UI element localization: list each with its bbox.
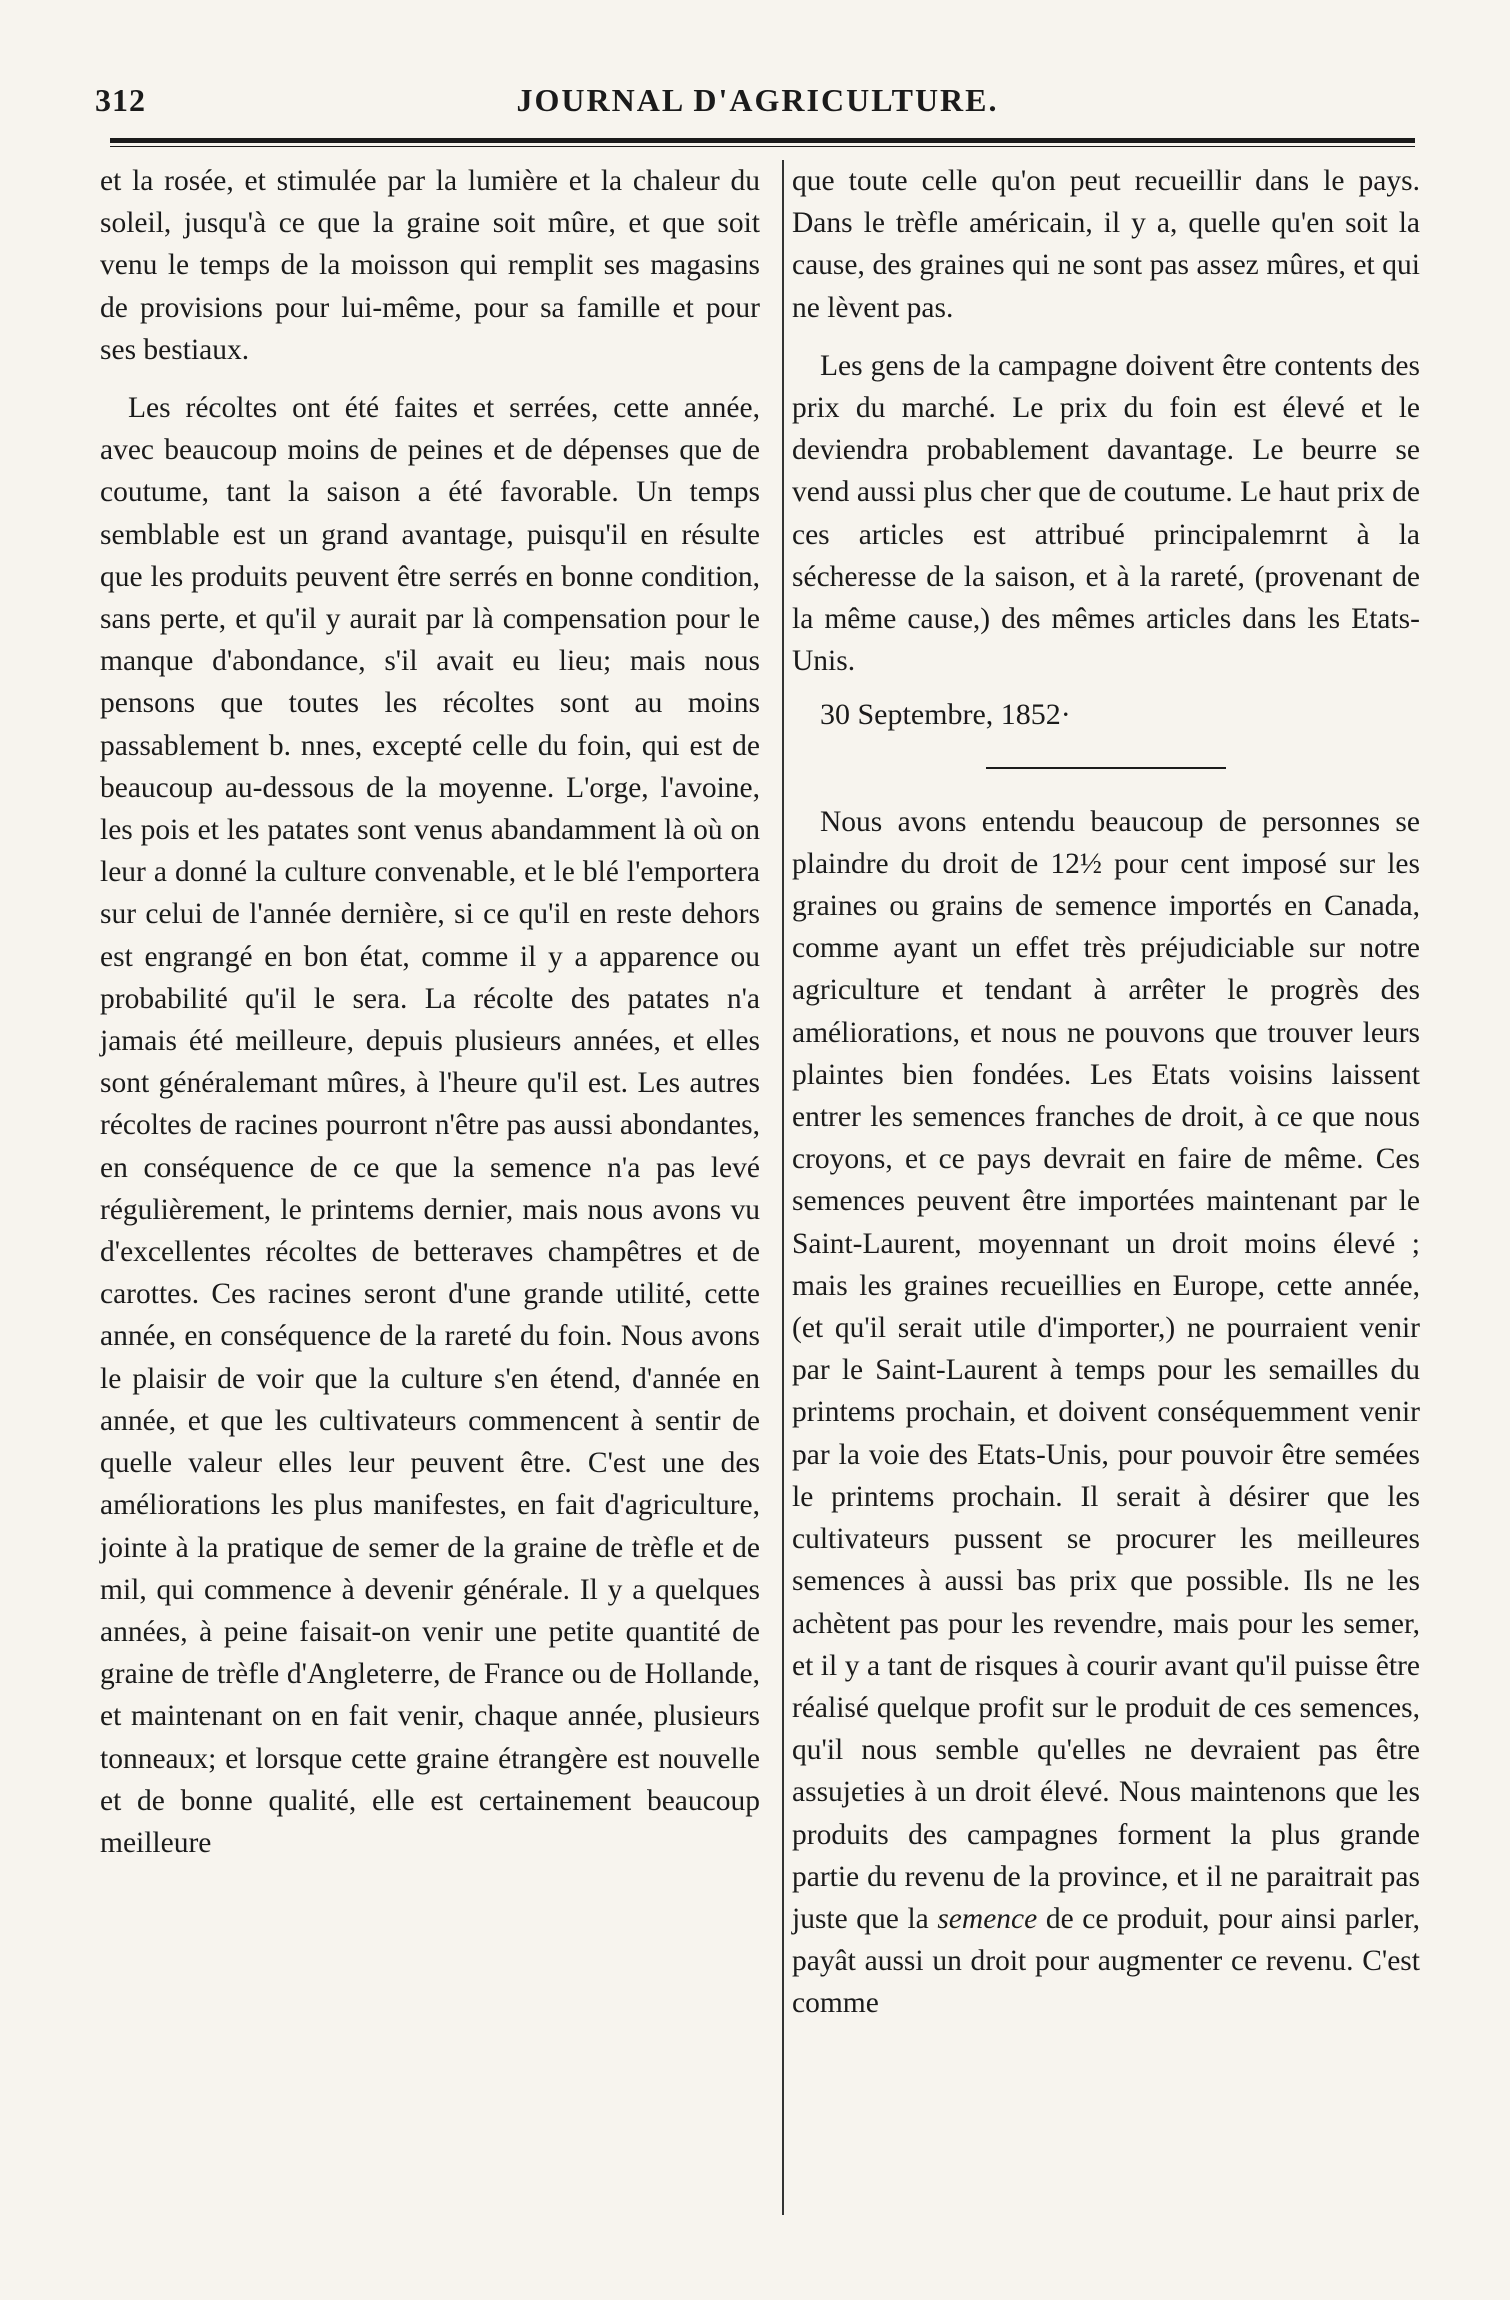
right-column [792, 160, 1420, 2025]
paragraph: Les gens de la campagne doivent être contents des prix du marché. Le prix du foin est élevé et le deviendra probablement davantage. Le beurre se vend aussi plus cher que de coutume. Le haut prix de ces articles est attribué principalemrnt à la sécheresse de la saison, et à la rareté, (provenant de la même cause,) des mêmes articles dans les Etats-Unis. [792, 349, 1420, 678]
italic-word: semence [937, 1902, 1038, 1935]
article-separator [986, 767, 1226, 769]
paragraph: Les récoltes ont été faites et serrées, cette année, avec beaucoup moins de peines et de dépenses que de coutume, tant la saison a été favorable. Un temps semblable est un grand avantage, puisqu'il en résulte que les produits peuvent être serrés en bonne condition, sans perte, et qu'il y aurait par là compensation pour le manque d'abondance, s'il avait eu lieu; mais nous pensons que toutes les récoltes sont au moins passablement b. nnes, excepté celle du foin, qui est de beaucoup au-dessous de la moyenne. L'orge, l'avoine, les pois et les patates sont venus abandamment là où on leur a donné la culture convenable, et le blé l'emportera sur celui de l'année dernière, si ce qu'il en reste dehors est engrangé en bon état, comme il y a apparence ou probabilité qu'il le sera. La récolte des patates n'a jamais été meilleure, depuis plusieurs années, et elles sont généralemant mûres, à l'heure qu'il est. Les autres récoltes de racines pourront n'être pas aussi abondantes, en conséquence de ce que la semence n'a pas levé régulièrement, le printems dernier, mais nous avons vu d'excellentes récoltes de betteraves champêtres et de carottes. Ces racines seront d'une grande utilité, cette année, en conséquence de la rareté du foin. Nous avons le plaisir de voir que la culture s'en étend, d'année en année, et que les cultivateurs commencent à sentir de quelle valeur elles leur peuvent être. C'est une des améliorations les plus manifestes, en fait d'agriculture, jointe à la pratique de semer de la graine de trèfle et de mil, qui commence à devenir générale. Il y a quelques années, à peine faisait-on venir une petite quantité de graine de trèfle d'Angleterre, de France ou de Hollande, et maintenant on en fait venir, chaque année, plusieurs tonneaux; et lorsque cette graine étrangère est nouvelle et de bonne qualité, elle est certainement beaucoup meilleure [100, 392, 760, 1859]
dateline: 30 Septembre, 1852· [820, 698, 1071, 732]
page-number: 312 [95, 82, 146, 118]
column-divider [782, 160, 784, 2215]
text-run: de ce produit, pour ainsi parler, payât aussi un droit pour augmenter ce revenu. C'est comme [792, 1902, 1421, 2020]
paragraph [792, 801, 1420, 2025]
paragraph: que toute celle qu'on peut recueillir dans le pays. Dans le trèfle américain, il y a, quelle qu'en soit la cause, des graines qui ne sont pas assez mûres, et qui ne lèvent pas. [792, 165, 1420, 324]
text-run: Nous avons entendu beaucoup de personnes se plaindre du droit de 12½ pour cent imposé sur les graines ou grains de semence importés en Canada, comme ayant un effet très préjudiciable sur notre agriculture et tendant à arrêter le progrès des améliorations, et nous ne pouvons que trouver leurs plaintes bien fondées. Les Etats voisins laissent entrer les semences franches de droit, à ce que nous croyons, et ce pays devrait en faire de même. Ces semences peuvent être importées maintenant par le Saint-Laurent, moyennant un droit moins élevé ; mais les graines recueillies en Europe, cette année, (et qu'il serait utile d'importer,) ne pourraient venir par le Saint-Laurent à temps pour les semailles du printems prochain, et doivent conséquemment venir par la voie des Etats-Unis, pour pouvoir être semées le printems prochain. Il serait à désirer que les cultivateurs pussent se procurer les meilleures semences à aussi bas prix que possible. Ils ne les achètent pas pour les revendre, mais pour les semer, et il y a tant de risques à courir avant qu'il puisse être réalisé quelque profit sur le produit de ces semences, qu'il nous semble qu'elles ne devraient pas être assujeties à un droit élevé. Nous maintenons que les produits des campagnes forment la plus grande partie du revenu de la province, et il ne paraitrait pas juste que la [792, 805, 1420, 1935]
page-header [95, 82, 1420, 132]
running-title: JOURNAL D'AGRICULTURE. [516, 82, 999, 118]
left-column [100, 160, 760, 1864]
paragraph: et la rosée, et stimulée par la lumière et la chaleur du soleil, jusqu'à ce que la graine soit mûre, et que soit venu le temps de la moisson qui remplit ses magasins de provisions pour lui-même, pour sa famille et pour ses bestiaux. [100, 165, 760, 366]
header-rule [110, 138, 1415, 147]
